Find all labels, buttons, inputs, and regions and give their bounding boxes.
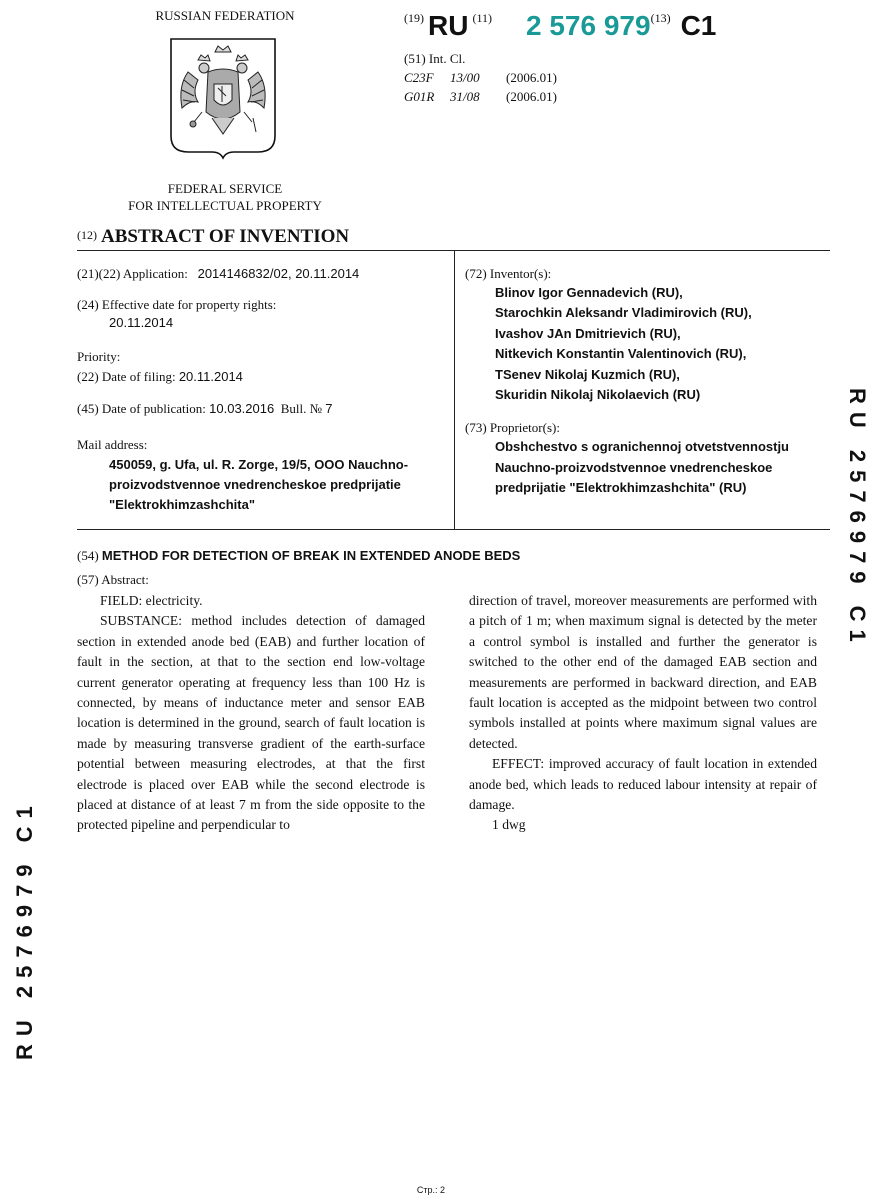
service-line-1: FEDERAL SERVICE [167, 181, 283, 196]
application-label: (21)(22) Application: [77, 266, 188, 281]
inventor: Ivashov JAn Dmitrievich (RU), [495, 325, 681, 341]
side-patent-number-left: RU 2576979 C1 [12, 798, 37, 1060]
mail-address-label: Mail address: [77, 437, 148, 452]
publication-date-label: (45) Date of publication: [77, 401, 206, 416]
document-heading [77, 226, 349, 248]
double-headed-eagle-emblem-icon [168, 36, 278, 160]
bibliography-left [77, 265, 447, 527]
filing-date-value: 20.11.2014 [178, 369, 243, 384]
inventor: Nitkevich Konstantin Valentinovich (RU), [495, 346, 747, 362]
abstract-paragraph: EFFECT: improved accuracy of fault location in extended anode bed, which leads to reduced labour intensity at repair of damage. [469, 756, 817, 813]
filing-date-label: (22) Date of filing: [77, 369, 176, 384]
proprietor-label: (73) Proprietor(s): [465, 420, 560, 436]
abstract-label: (57) Abstract: [77, 572, 149, 587]
country-name: RUSSIAN FEDERATION [155, 8, 295, 23]
inventor: TSenev Nikolaj Kuzmich (RU), [495, 366, 680, 382]
ipc-group: 13/00 [450, 70, 480, 85]
ipc-class: G01R [404, 89, 435, 104]
inventor: Blinov Igor Gennadevich (RU), [495, 285, 683, 300]
bulletin-label: Bull. № [280, 401, 323, 416]
code-12: (12) [77, 228, 97, 242]
publication-date-value: 10.03.2016 [209, 401, 275, 416]
ipc-row [404, 87, 557, 106]
invention-title-block [77, 548, 837, 564]
effective-date-value: 20.11.2014 [109, 315, 174, 330]
column-divider [454, 251, 455, 529]
inventors-list [465, 283, 835, 405]
side-patent-number-right: RU 2576979 C1 [845, 388, 870, 650]
issuing-authority [110, 180, 340, 214]
ipc-date: (2006.01) [506, 70, 557, 85]
code-13: (13) [650, 11, 671, 25]
bulletin-value: 7 [325, 401, 333, 416]
mail-line: 450059, g. Ufa, ul. R. Zorge, 19/5, OOO Nauchno- [109, 457, 409, 472]
abstract-column-2 [469, 591, 817, 836]
bibliography-right [465, 265, 835, 499]
proprietor-line: Nauchno-proizvodstvennoe vnedrencheskoe [495, 459, 773, 475]
code-19: (19) [404, 11, 424, 25]
code-11: (11) [472, 11, 492, 25]
patent-number: 2 576 979 [526, 10, 651, 41]
application-value: 2014146832/02, 20.11.2014 [197, 266, 360, 281]
effective-date-label: (24) Effective date for property rights: [77, 297, 277, 312]
abstract-paragraph: direction of travel, moreover measurements are performed with a pitch of 1 m; when maximum signal is detected by the meter a control symbol is installed and further the generator is switched to the other end of the damaged EAB section and measurements are performed in backward direction, and EAB fault location is accepted as the midpoint between two control symbols installed at points where maximum signal values are detected. [469, 593, 817, 751]
inventor: Starochkin Aleksandr Vladimirovich (RU), [495, 305, 752, 321]
abstract-paragraph: FIELD: electricity. [100, 593, 203, 608]
page-footer: Стр.: 2 [416, 1185, 446, 1195]
service-line-2: FOR INTELLECTUAL PROPERTY [128, 198, 322, 213]
abstract-paragraph: SUBSTANCE: method includes detection of damaged section in extended anode bed (EAB) and further location of fault in the section, at that to the section end low-voltage current generator operating at frequency less than 100 Hz is connected, by means of inductance meter and sensor EAB location is determined in the ground, search of fault location is made by measuring transverse gradient of the earth-surface potential between measuring electrodes, at that the first electrode is placed over EAB while the second electrode is placed at distance of at least 7 m from the side opposite to the protected pipeline and perpendicular to [77, 613, 425, 833]
mail-line: "Elektrokhimzashchita" [109, 497, 255, 512]
kind-code: C1 [680, 10, 717, 41]
ipc-label: (51) Int. Cl. [404, 51, 466, 66]
ipc-classification [404, 49, 557, 106]
proprietor [465, 437, 835, 498]
ipc-group: 31/08 [450, 89, 480, 104]
ipc-class: C23F [404, 70, 434, 85]
inventor: Skuridin Nikolaj Nikolaevich (RU) [495, 387, 701, 403]
ipc-row [404, 68, 557, 87]
abstract-column-1 [77, 591, 425, 836]
code-54: (54) [77, 548, 99, 563]
invention-title: METHOD FOR DETECTION OF BREAK IN EXTENDED ANODE BEDS [101, 548, 521, 563]
abstract-paragraph: 1 dwg [492, 817, 526, 833]
mail-address [77, 455, 447, 515]
proprietor-line: predprijatie "Elektrokhimzashchita" (RU) [495, 480, 747, 496]
bibliography-divider [77, 529, 830, 530]
priority-label: Priority: [77, 349, 121, 364]
country-code: RU [428, 10, 469, 41]
mail-line: proizvodstvennoe vnedrencheskoe predprijatie [109, 477, 401, 492]
ipc-date: (2006.01) [506, 89, 557, 104]
publication-number [404, 10, 716, 42]
proprietor-line: Obshchestvo s ogranichennoj otvetstvennostju [495, 439, 789, 455]
document-title: ABSTRACT OF INVENTION [101, 226, 350, 247]
inventors-label: (72) Inventor(s): [465, 266, 552, 281]
